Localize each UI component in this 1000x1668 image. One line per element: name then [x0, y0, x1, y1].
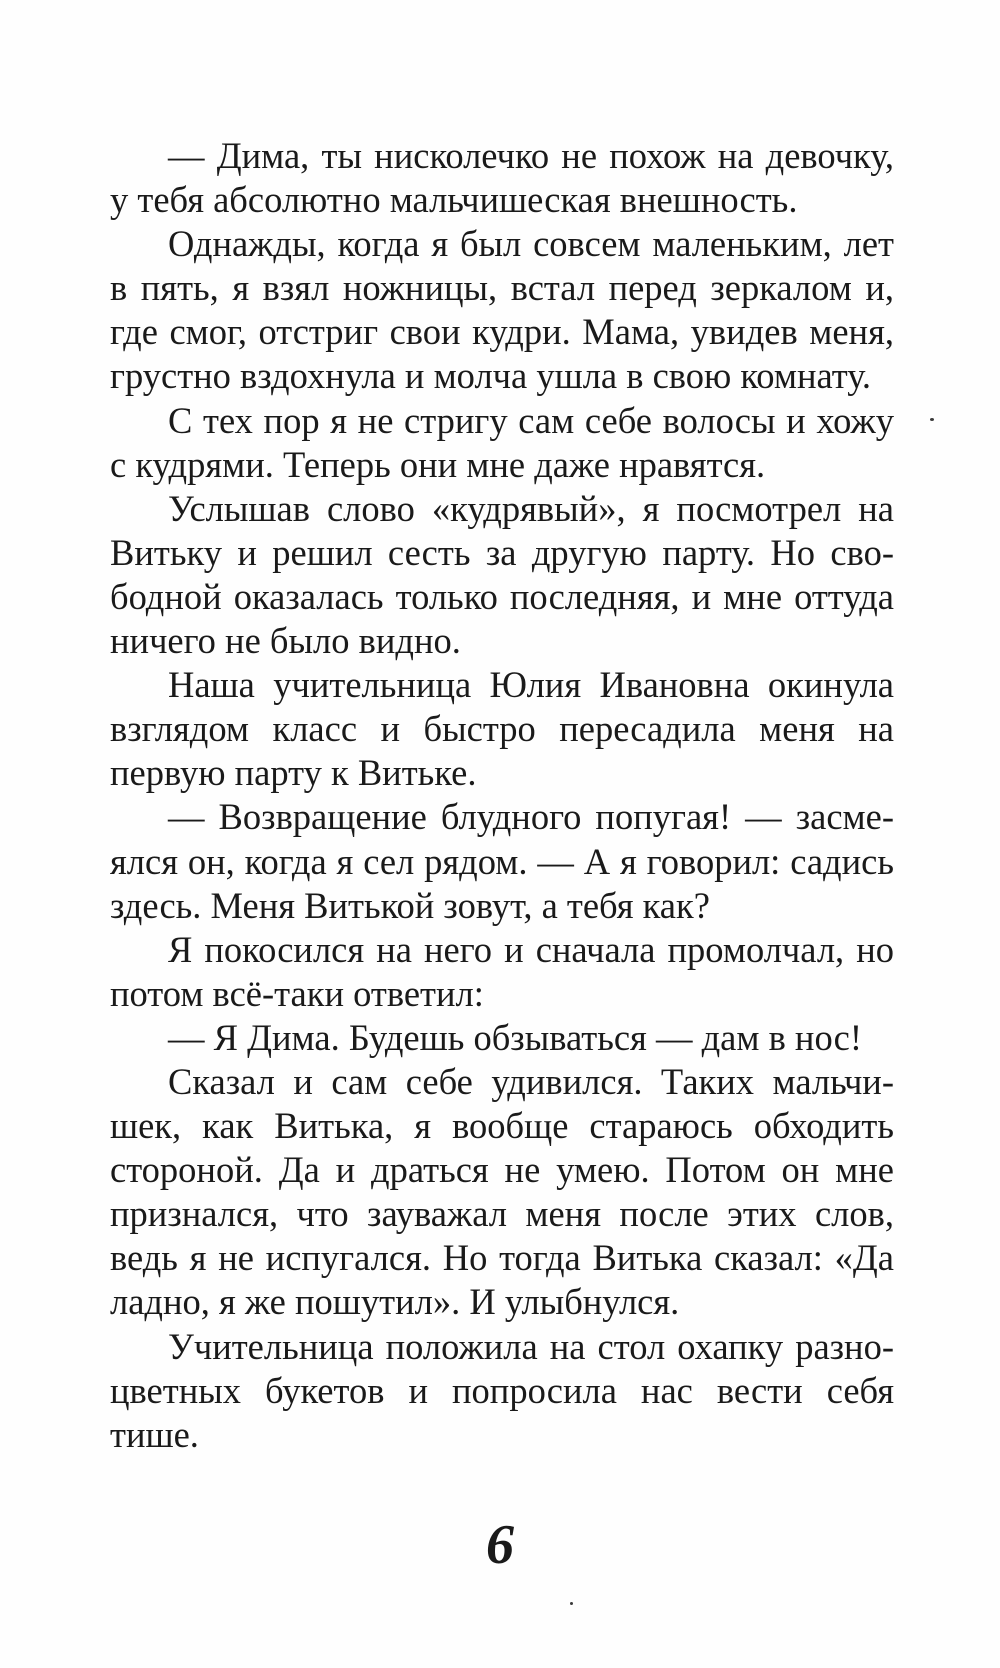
paragraph: Услышав слово «кудрявый», я посмотрел на Витьку и решил сесть за другую парту. Но свободной оказалась только последняя, и мне оттуда ничего не было видно. [110, 487, 894, 662]
print-speck [930, 418, 934, 421]
print-speck [570, 1602, 573, 1605]
page-number: 6 [486, 1514, 514, 1576]
paragraph: С тех пор я не стригу сам себе волосы и хожу с кудрями. Теперь они мне даже нравятся. [110, 399, 894, 485]
paragraph: Сказал и сам себе удивился. Таких мальчишек, как Витька, я вообще стараюсь обходить стороной. Да и драться не умею. Потом он мне признался, что зауважал меня после этих слов, ведь я не испугался. Но тогда Витька сказал: «Да ладно, я же пошутил». И улыбнулся. [110, 1060, 894, 1323]
paragraph: Я покосился на него и сначала промолчал, но потом всё-таки ответил: [110, 928, 894, 1014]
paragraph: — Я Дима. Будешь обзываться — дам в нос! [168, 1016, 862, 1058]
paragraph: — Дима, ты нисколечко не похож на девочку, у тебя абсолютно мальчишеская внешность. [110, 135, 894, 221]
body-text [110, 134, 894, 1457]
paragraph: — Возвращение блудного попугая! — засмеялся он, когда я сел рядом. — А я говорил: садись здесь. Меня Витькой зовут, а тебя как? [110, 796, 894, 926]
paragraph: Однажды, когда я был совсем маленьким, лет в пять, я взял ножницы, встал перед зеркалом и, где смог, отстриг свои кудри. Мама, увидев меня, грустно вздохнула и молча ушла в свою комнату. [110, 223, 894, 397]
paragraph: Наша учительница Юлия Ивановна окинула взглядом класс и быстро пересадила меня на первую парту к Витьке. [110, 664, 894, 794]
paragraph: Учительница положила на стол охапку разноцветных букетов и попросила нас вести себя тише. [110, 1325, 894, 1455]
